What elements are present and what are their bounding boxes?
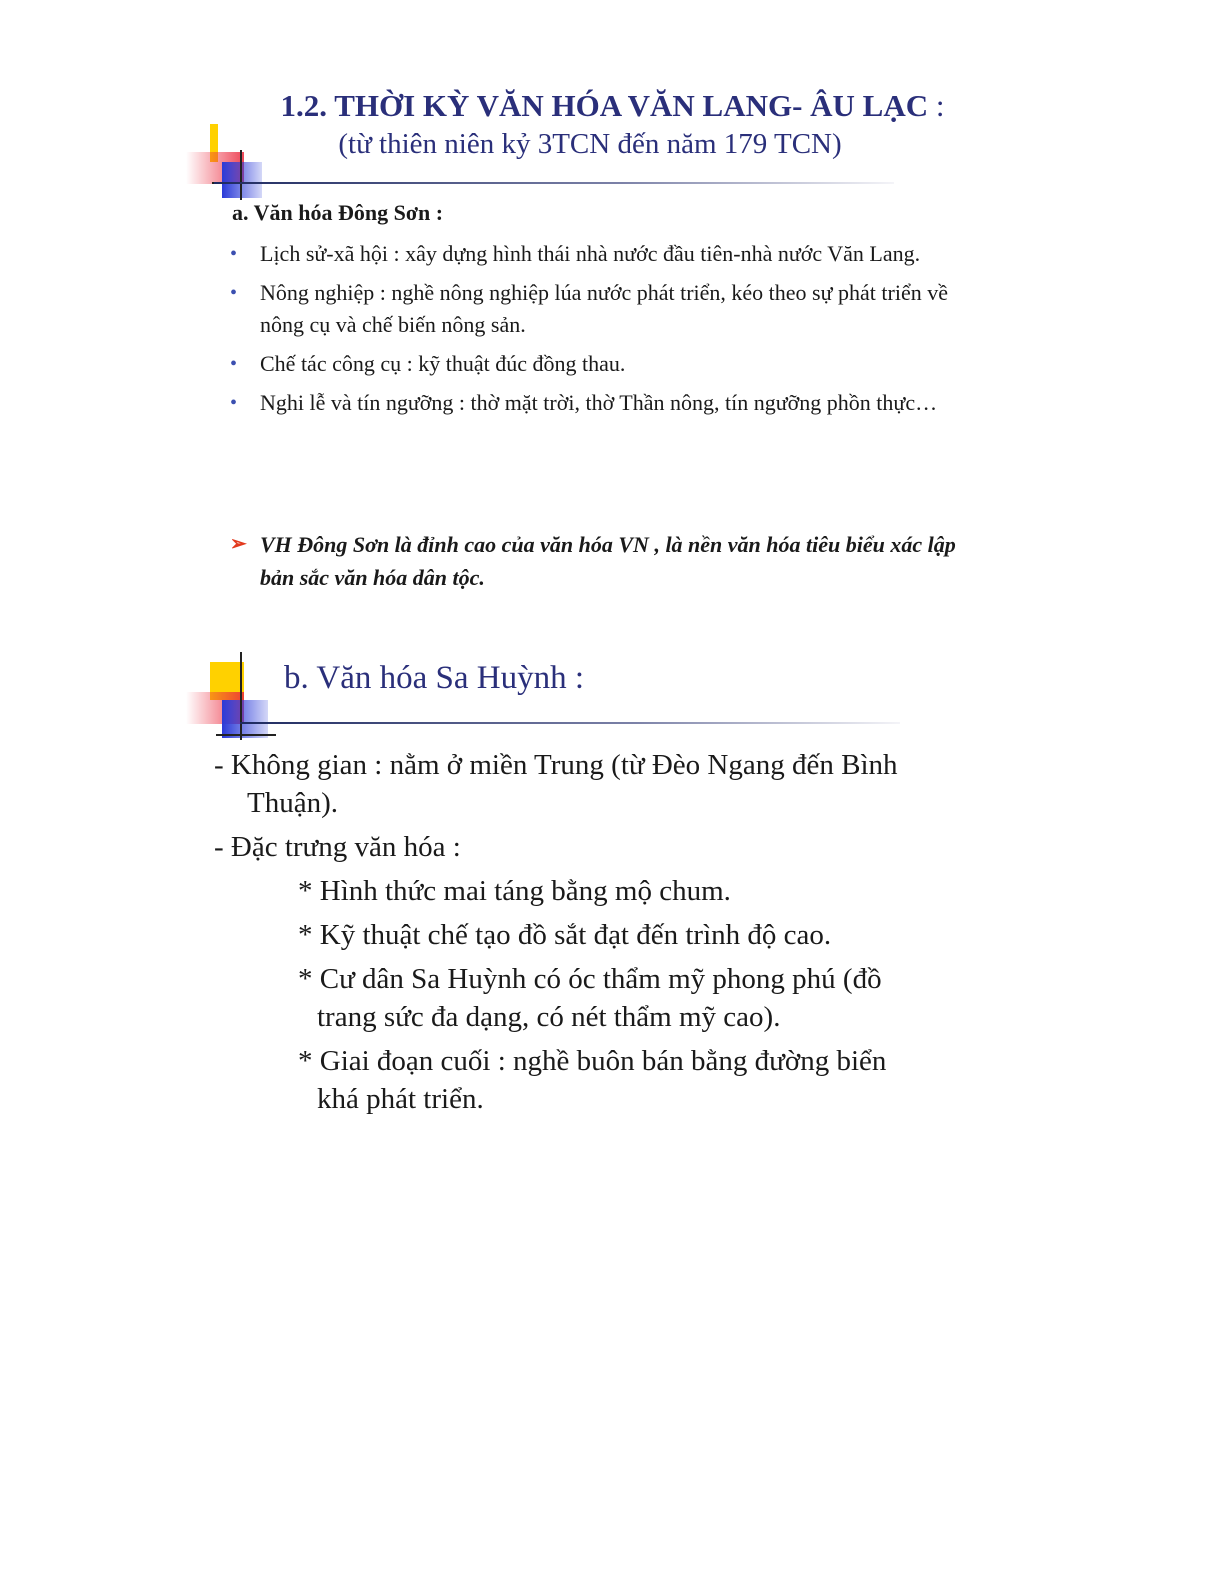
- space-line: - Không gian : nằm ở miền Trung (từ Đèo Ngang đến Bình: [214, 749, 898, 781]
- section-heading: a. Văn hóa Đông Sơn :: [232, 200, 444, 225]
- feature-item: * Hình thức mai táng bằng mộ chum.: [298, 875, 731, 907]
- list-item: • Nghi lễ và tín ngưỡng : thờ mặt trời, thờ Thần nông, tín ngưỡng phồn thực…: [230, 387, 960, 419]
- list-item: • Lịch sử-xã hội : xây dựng hình thái nhà nước đầu tiên-nhà nước Văn Lang.: [230, 238, 960, 270]
- bullet-icon: •: [230, 392, 238, 414]
- title-underline: [214, 182, 894, 184]
- bullet-icon: •: [230, 353, 238, 375]
- slide-body: [214, 746, 974, 1118]
- slide-title: b. Văn hóa Sa Huỳnh :: [284, 660, 585, 696]
- bullet-icon: •: [230, 282, 238, 304]
- bullet-icon: •: [230, 243, 238, 265]
- conclusion-note: ➢ VH Đông Sơn là đỉnh cao của văn hóa VN , là nền văn hóa tiêu biểu xác lập bản sắc văn hóa dân tộc.: [230, 528, 980, 594]
- feature-item: * Giai đoạn cuối : nghề buôn bán bằng đường biển: [298, 1045, 887, 1077]
- arrow-bullet-icon: ➢: [230, 533, 247, 555]
- feature-item: * Kỹ thuật chế tạo đồ sắt đạt đến trình độ cao.: [298, 919, 832, 951]
- bullet-list: [230, 238, 960, 426]
- slide-sa-huynh: [0, 640, 1225, 1140]
- title-underline: [240, 722, 900, 724]
- feature-item: * Cư dân Sa Huỳnh có óc thẩm mỹ phong phú (đồ: [298, 963, 882, 995]
- slide-subtitle: (từ thiên niên kỷ 3TCN đến năm 179 TCN): [338, 128, 842, 160]
- slide-van-lang-au-lac: [0, 0, 1225, 620]
- list-item: • Chế tác công cụ : kỹ thuật đúc đồng thau.: [230, 348, 960, 380]
- space-line-continued: Thuận).: [247, 787, 338, 819]
- feature-item-continued: trang sức đa dạng, có nét thẩm mỹ cao).: [317, 1001, 781, 1033]
- slide-title: 1.2. THỜI KỲ VĂN HÓA VĂN LANG- ÂU LẠC :: [280, 88, 945, 123]
- features-heading: - Đặc trưng văn hóa :: [214, 831, 461, 863]
- feature-item-continued: khá phát triển.: [317, 1083, 484, 1115]
- list-item: • Nông nghiệp : nghề nông nghiệp lúa nước phát triển, kéo theo sự phát triển về nông cụ và chế biến nông sản.: [230, 277, 960, 341]
